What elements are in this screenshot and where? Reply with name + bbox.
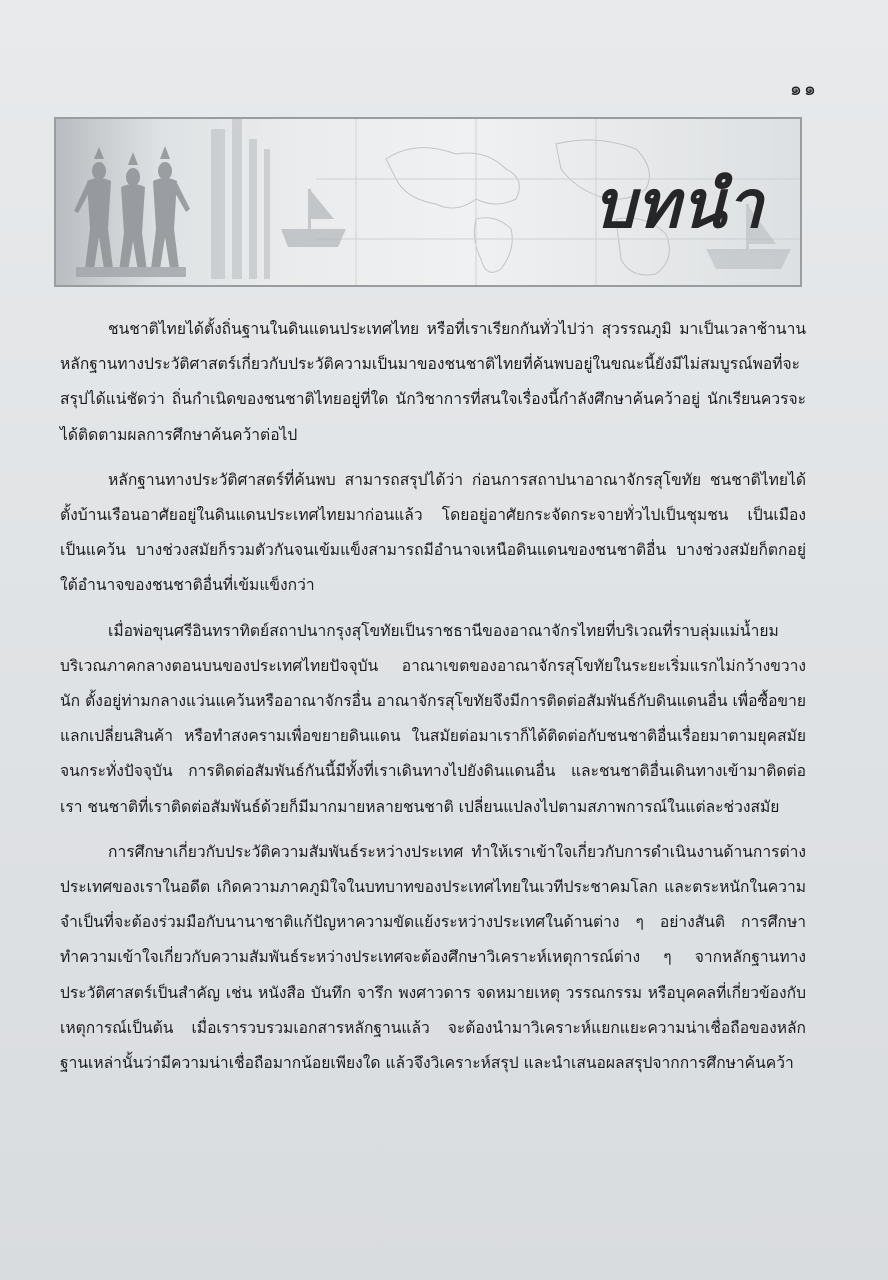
- paragraph: หลักฐานทางประวัติศาสตร์ที่ค้นพบ สามารถสรุปได้ว่า ก่อนการสถาปนาอาณาจักรสุโขทัย ชนชาติไทยได้ตั้งบ้านเรือนอาศัยอยู่ในดินแดนประเทศไทยมาก่อนแล้ว โดยอยู่อาศัยกระจัดกระจายทั่วไปเป็นชุมชน เป็นเมือง เป็นแคว้น บางช่วงสมัยก็รวมตัวกันจนเข้มแข็งสามารถมีอำนาจเหนือดินแดนของชนชาติอื่น บางช่วงสมัยก็ตกอยู่ใต้อำนาจของชนชาติอื่นที่เข้มแข็งกว่า: [60, 470, 806, 595]
- chapter-title: บทนำ: [593, 165, 764, 243]
- paragraph: การศึกษาเกี่ยวกับประวัติความสัมพันธ์ระหว่างประเทศ ทำให้เราเข้าใจเกี่ยวกับการดำเนินงานด้านการต่างประเทศของเราในอดีต เกิดความภาคภูมิใจในบทบาทของประเทศไทยในเวทีประชาคมโลก และตระหนักในความจำเป็นที่จะต้องร่วมมือกับนานาชาติแก้ปัญหาความขัดแย้งระหว่างประเทศในด้านต่าง ๆ อย่างสันติ การศึกษาทำความเข้าใจเกี่ยวกับความสัมพันธ์ระหว่างประเทศจะต้องศึกษาวิเคราะห์เหตุการณ์ต่าง ๆ จากหลักฐานทางประวัติศาสตร์เป็นสำคัญ เช่น หนังสือ บันทึก จารึก พงศาวดาร จดหมายเหตุ วรรณกรรม หรือบุคคลที่เกี่ยวข้องกับเหตุการณ์เป็นต้น เมื่อเรารวบรวมเอกสารหลักฐานแล้ว จะต้องนำมาวิเคราะห์แยกแยะความน่าเชื่อถือของหลักฐานเหล่านั้นว่ามีความน่าเชื่อถือมากน้อยเพียงใด แล้วจึงวิเคราะห์สรุป และนำเสนอผลสรุปจากการศึกษาค้นคว้า: [60, 842, 806, 1073]
- paragraph: เมื่อพ่อขุนศรีอินทราทิตย์สถาปนากรุงสุโขทัยเป็นราชธานีของอาณาจักรไทยที่บริเวณที่ราบลุ่มแม่น้ำยม บริเวณภาคกลางตอนบนของประเทศไทยปัจจุบัน อาณาเขตของอาณาจักรสุโขทัยในระยะเริ่มแรกไม่กว้างขวางนัก ตั้งอยู่ท่ามกลางแว่นแคว้นหรืออาณาจักรอื่น อาณาจักรสุโขทัยจึงมีการติดต่อสัมพันธ์กับดินแดนอื่น เพื่อซื้อขายแลกเปลี่ยนสินค้า หรือทำสงครามเพื่อขยายดินแดน ในสมัยต่อมาเราก็ได้ติดต่อกับชนชาติอื่นเรื่อยมาตามยุคสมัยจนกระทั่งปัจจุบัน การติดต่อสัมพันธ์กันนี้มีทั้งที่เราเดินทางไปยังดินแดนอื่น และชนชาติอื่นเดินทางเข้ามาติดต่อเรา ชนชาติที่เราติดต่อสัมพันธ์ด้วยก็มีมากมายหลายชนชาติ เปลี่ยนแปลงไปตามสภาพการณ์ในแต่ละช่วงสมัย: [60, 621, 806, 816]
- page-number: ๑๑: [789, 78, 818, 100]
- paragraph: ชนชาติไทยได้ตั้งถิ่นฐานในดินแดนประเทศไทย หรือที่เราเรียกกันทั่วไปว่า สุวรรณภูมิ มาเป็นเวลาช้านาน หลักฐานทางประวัติศาสตร์เกี่ยวกับประวัติความเป็นมาของชนชาติไทยที่ค้นพบอยู่ในขณะนี้ยังมีไม่สมบูรณ์พอที่จะสรุปได้แน่ชัดว่า ถิ่นกำเนิดของชนชาติไทยอยู่ที่ใด นักวิชาการที่สนใจเรื่องนี้กำลังศึกษาค้นคว้าอยู่ นักเรียนควรจะได้ติดตามผลการศึกษาค้นคว้าต่อไป: [60, 320, 806, 444]
- body-text: [60, 312, 806, 1091]
- chapter-banner: [54, 117, 802, 287]
